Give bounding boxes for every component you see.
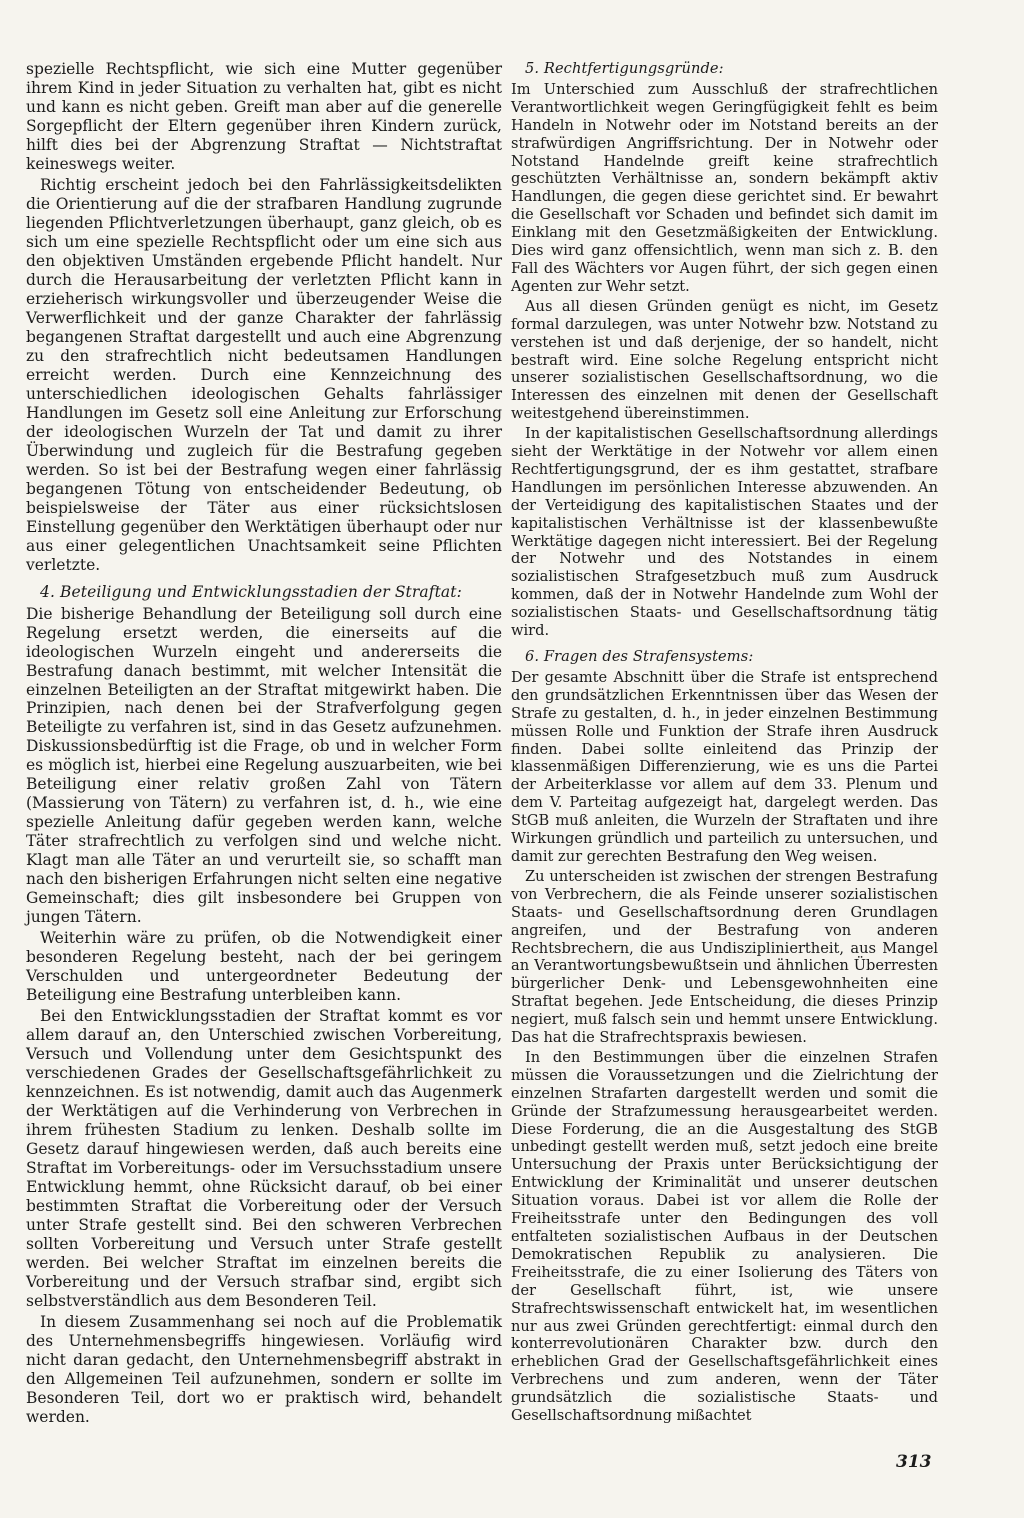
paragraph: Im Unterschied zum Ausschluß der strafrechtlichen Verantwortlichkeit wegen Geringfügigkeit fehlt es beim Handeln in Notwehr oder im Notstand bereits an der strafwürdigen Angriffsrichtung. Der in Notwehr oder Notstand Handelnde greift keine strafrechtlich geschützten Verhältnisse an, sondern bekämpft aktiv Handlungen, die gegen diese gerichtet sind. Er bewahrt die Gesellschaft vor Schaden und befindet sich damit im Einklang mit den Gesetzmäßigkeiten der Entwicklung. Dies wird ganz offensichtlich, wenn man sich z. B. den Fall des Wächters vor Augen führt, der sich gegen einen Agenten zur Wehr setzt. bbox=[511, 80, 938, 295]
section-heading-4: 4. Beteiligung und Entwicklungsstadien der Straftat: bbox=[40, 582, 462, 601]
paragraph: Zu unterscheiden ist zwischen der strengen Bestrafung von Verbrechern, die als Feinde unserer sozialistischen Staats- und Gesellschaftsordnung deren Grundlagen angreifen, und der Bestrafung von anderen Rechtsbrechern, die aus Undiszipliniertheit, aus Mangel an Verantwortungsbewußtsein und ähnlichen Überresten bürgerlicher Denk- und Lebensgewohnheiten eine Straftat begehen. Jede Entscheidung, die dieses Prinzip negiert, muß falsch sein und hemmt unsere Entwicklung. Das hat die Strafrechtspraxis bewiesen. bbox=[511, 867, 938, 1047]
paragraph: Richtig erscheint jedoch bei den Fahrlässigkeitsdelikten die Orientierung auf die der strafbaren Handlung zugrunde liegenden Pflichtverletzungen überhaupt, ganz gleich, ob es sich um eine spezielle Rechtspflicht oder um eine sich aus den objektiven Umständen ergebende Pflicht handelt. Nur durch die Herausarbeitung der verletzten Pflicht kann in erzieherisch wirkungsvoller und überzeugender Weise die Verwerflichkeit und der ganze Charakter der fahrlässig begangenen Straftat dargestellt und auch eine Abgrenzung zu den strafrechtlich nicht bedeutsamen Handlungen erreicht werden. Durch eine Kennzeichnung des unterschiedlichen ideologischen Gehalts fahrlässiger Handlungen im Gesetz soll eine Anleitung zur Erforschung der ideologischen Wurzeln der Tat und damit zu ihrer Überwindung und zugleich für die Bestrafung gegeben werden. So ist bei der Bestrafung wegen einer fahrlässig begangenen Tötung von entscheidender Bedeutung, ob beispielsweise der Täter aus einer rücksichtslosen Einstellung gegenüber den Werktätigen überhaupt oder nur aus einer gelegentlichen Unachtsamkeit seine Pflichten verletzte. bbox=[26, 175, 502, 574]
paragraph: Bei den Entwicklungsstadien der Straftat kommt es vor allem darauf an, den Unterschied zwischen Vorbereitung, Versuch und Vollendung unter dem Gesichtspunkt des verschiedenen Grades der Gesellschaftsgefährlichkeit zu kennzeichnen. Es ist notwendig, damit auch das Augenmerk der Werktätigen auf die Verhinderung von Verbrechen in ihrem frühesten Stadium zu lenken. Deshalb sollte im Gesetz darauf hingewiesen werden, daß auch bereits eine Straftat im Vorbereitungs- oder im Versuchsstadium unsere Entwicklung hemmt, ohne Rücksicht darauf, ob bei einer bestimmten Straftat die Vorbereitung oder der Versuch unter Strafe gestellt sind. Bei den schweren Verbrechen sollten Vorbereitung und Versuch unter Strafe gestellt werden. Bei welcher Straftat im einzelnen bereits die Vorbereitung und der Versuch strafbar sind, ergibt sich selbstverständlich aus dem Besonderen Teil. bbox=[26, 1007, 502, 1310]
left-column bbox=[26, 60, 502, 1429]
paragraph: Die bisherige Behandlung der Beteiligung soll durch eine Regelung ersetzt werden, die einerseits auf die ideologischen Wurzeln eingeht und andererseits die Bestrafung danach bestimmt, mit welcher Intensität die einzelnen Beteiligten an der Straftat mitgewirkt haben. Die Prinzipien, nach denen bei der Strafverfolgung gegen Beteiligte zu verfahren ist, sind in das Gesetz aufzunehmen. Diskussionsbedürftig ist die Frage, ob und in welcher Form es möglich ist, hierbei eine Regelung auszuarbeiten, wie bei Beteiligung einer relativ großen Zahl von Tätern (Massierung von Tätern) zu verfahren ist, d. h., wie eine spezielle Anleitung dafür gegeben werden kann, welche Täter strafrechtlich zu verfolgen sind und welche nicht. Klagt man alle Täter an und verurteilt sie, so schafft man nach den bisherigen Erfahrungen nicht selten eine negative Gemeinschaft; dies gilt insbesondere bei Gruppen von jungen Tätern. bbox=[26, 604, 502, 927]
paragraph: In den Bestimmungen über die einzelnen Strafen müssen die Voraussetzungen und die Zielrichtung der einzelnen Strafarten dargestellt werden und somit die Gründe der Strafzumessung herausgearbeitet werden. Diese Forderung, die an die Ausgestaltung des StGB unbedingt gestellt werden muß, setzt jedoch eine breite Untersuchung der Praxis unter Berücksichtigung der Entwicklung der Kriminalität und unserer deutschen Situation voraus. Dabei ist vor allem die Rolle der Freiheitsstrafe unter den Bedingungen des voll entfalteten sozialistischen Aufbaus in der Deutschen Demokratischen Republik zu analysieren. Die Freiheitsstrafe, die zu einer Isolierung des Täters von der Gesellschaft führt, ist, wie unsere Strafrechtswissenschaft entwickelt hat, im wesentlichen nur aus zwei Gründen gerechtfertigt: einmal durch den konterrevolutionären Charakter bzw. durch den erheblichen Grad der Gesellschaftsgefährlichkeit eines Verbrechens und zum anderen, wenn der Täter grundsätzlich die sozialistische Staats- und Gesellschaftsordnung mißachtet bbox=[511, 1048, 938, 1425]
paragraph: In der kapitalistischen Gesellschaftsordnung allerdings sieht der Werktätige in der Notwehr vor allem einen Rechtfertigungsgrund, der es ihm gestattet, strafbare Handlungen im persönlichen Interesse abzuwenden. An der Verteidigung des kapitalistischen Staates und der kapitalistischen Verhältnisse ist der klassenbewußte Werktätige dagegen nicht interessiert. Bei der Regelung der Notwehr und des Notstandes in einem sozialistischen Strafgesetzbuch muß zum Ausdruck kommen, daß der in Notwehr Handelnde zum Wohl der sozialistischen Staats- und Gesellschaftsordnung tätig wird. bbox=[511, 425, 938, 640]
section-heading-6: 6. Fragen des Strafensystems: bbox=[525, 648, 754, 665]
right-column bbox=[511, 60, 938, 1427]
paragraph: In diesem Zusammenhang sei noch auf die Problematik des Unternehmensbegriffs hingewiesen. Vorläufig wird nicht daran gedacht, den Unternehmensbegriff abstrakt in den Allgemeinen Teil aufzunehmen, sondern er sollte im Besonderen Teil, dort wo er praktisch wird, behandelt werden. bbox=[26, 1312, 502, 1426]
section-heading-5: 5. Rechtfertigungsgründe: bbox=[525, 60, 724, 77]
paragraph: Aus all diesen Gründen genügt es nicht, im Gesetz formal darzulegen, was unter Notwehr bzw. Notstand zu verstehen ist und daß derjenige, der so handelt, nicht bestraft wird. Eine solche Regelung entspricht nicht unserer sozialistischen Gesellschaftsordnung, wo die Interessen des einzelnen mit denen der Gesellschaft weitestgehend übereinstimmen. bbox=[511, 297, 938, 423]
paragraph: Der gesamte Abschnitt über die Strafe ist entsprechend den grundsätzlichen Erkenntnissen über das Wesen der Strafe zu gestalten, d. h., in jeder einzelnen Bestimmung müssen Rolle und Funktion der Strafe ihren Ausdruck finden. Dabei sollte einleitend das Prinzip der klassenmäßigen Differenzierung, wie es uns die Partei der Arbeiterklasse vor allem auf dem 33. Plenum und dem V. Parteitag aufgezeigt hat, dargelegt werden. Das StGB muß anleiten, die Wurzeln der Straftaten und ihre Wirkungen gründlich und parteilich zu untersuchen, und damit zur gerechten Bestrafung den Weg weisen. bbox=[511, 668, 938, 865]
paragraph: spezielle Rechtspflicht, wie sich eine Mutter gegenüber ihrem Kind in jeder Situation zu verhalten hat, gibt es nicht und kann es nicht geben. Greift man aber auf die generelle Sorgepflicht der Eltern gegenüber ihren Kindern zurück, hilft dies bei der Abgrenzung Straftat — Nichtstraftat keineswegs weiter. bbox=[26, 60, 502, 173]
page-number: 313 bbox=[896, 1452, 932, 1472]
paragraph: Weiterhin wäre zu prüfen, ob die Notwendigkeit einer besonderen Regelung besteht, nach der bei geringem Verschulden und untergeordneter Bedeutung der Beteiligung eine Bestrafung unterbleiben kann. bbox=[26, 929, 502, 1005]
